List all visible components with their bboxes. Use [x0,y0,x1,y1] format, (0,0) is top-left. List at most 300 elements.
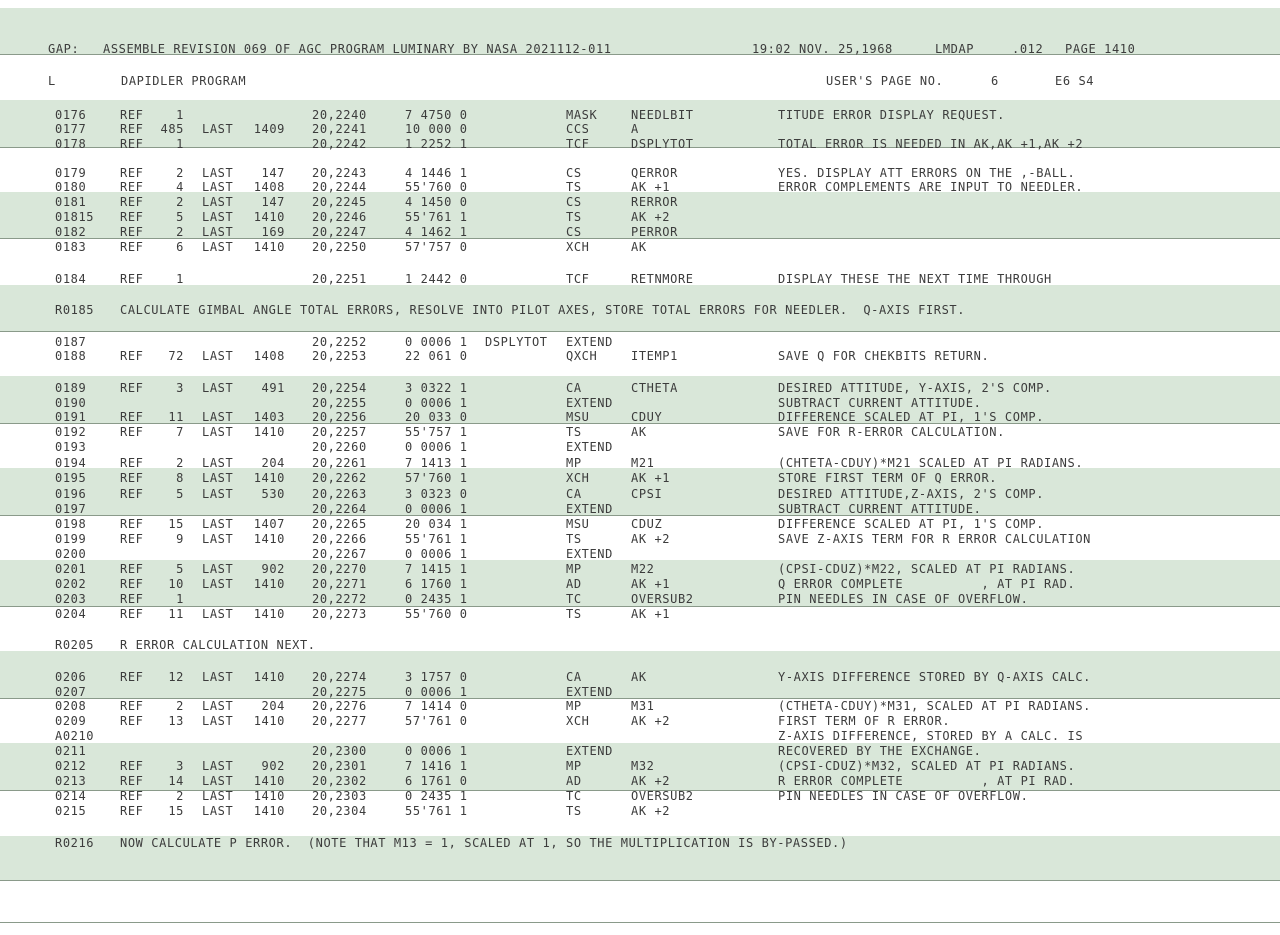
last-label: LAST [202,166,234,180]
line-number: 0201 [55,562,87,576]
line-number: 0191 [55,410,87,424]
opcode: CA [566,487,582,501]
address: 20,2251 [312,272,367,286]
address: 20,2262 [312,471,367,485]
last-label: LAST [202,607,234,621]
operand: CDUY [631,410,663,424]
opcode: CS [566,195,582,209]
listing-row [0,744,1280,758]
operand: A [631,122,639,136]
line-number: 0213 [55,774,87,788]
operand: AK +1 [631,180,671,194]
section-marker: L [48,74,56,88]
listing-row [0,122,1280,136]
ref-count: 1 [176,592,184,606]
ref-label: REF [120,517,144,531]
ref-count: 8 [176,471,184,485]
rule-9 [0,880,1280,881]
listing-row [0,532,1280,546]
address: 20,2272 [312,592,367,606]
opcode: TC [566,592,582,606]
listing-row [0,804,1280,818]
operand: AK +1 [631,577,671,591]
last-page: 1410 [253,577,285,591]
line-number: A0210 [55,729,95,743]
operand: OVERSUB2 [631,789,694,803]
comment: Y-AXIS DIFFERENCE STORED BY Q-AXIS CALC. [778,670,1091,684]
listing-row [0,180,1280,194]
address: 20,2242 [312,137,367,151]
ref-count: 2 [176,195,184,209]
comment: DISPLAY THESE THE NEXT TIME THROUGH [778,272,1052,286]
octal-word: 0 0006 1 [405,685,468,699]
comment: (CTHETA-CDUY)*M31, SCALED AT PI RADIANS. [778,699,1091,713]
octal-word: 0 0006 1 [405,547,468,561]
octal-word: 7 1414 0 [405,699,468,713]
last-page: 1407 [253,517,285,531]
opcode: CS [566,225,582,239]
ref-label: REF [120,487,144,501]
ref-label: REF [120,349,144,363]
line-number: 0203 [55,592,87,606]
octal-word: 55'760 0 [405,180,468,194]
ref-count: 485 [160,122,184,136]
opcode: MSU [566,517,590,531]
address: 20,2250 [312,240,367,254]
subheader-line [0,74,1280,88]
last-label: LAST [202,381,234,395]
ref-label: REF [120,592,144,606]
bottom-rule [0,922,1280,923]
octal-word: 0 0006 1 [405,335,468,349]
comment: SAVE Z-AXIS TERM FOR R ERROR CALCULATION [778,532,1091,546]
octal-word: 20 033 0 [405,410,468,424]
address: 20,2277 [312,714,367,728]
address: 20,2300 [312,744,367,758]
ref-count: 1 [176,137,184,151]
operand: M32 [631,759,655,773]
address: 20,2265 [312,517,367,531]
opcode: QXCH [566,349,598,363]
ref-label: REF [120,410,144,424]
ref-count: 15 [168,804,184,818]
listing-row [0,381,1280,395]
listing-row [0,108,1280,122]
listing-row [0,562,1280,576]
operand: AK +1 [631,471,671,485]
line-number: 0179 [55,166,87,180]
rule-3 [0,331,1280,332]
operand: AK [631,425,647,439]
last-label: LAST [202,532,234,546]
ref-count: 3 [176,759,184,773]
line-number: 0183 [55,240,87,254]
opcode: TS [566,607,582,621]
operand: M21 [631,456,655,470]
operand: AK +2 [631,804,671,818]
octal-word: 4 1450 0 [405,195,468,209]
ref-count: 10 [168,577,184,591]
comment: SUBTRACT CURRENT ATTITUDE. [778,396,982,410]
comment: TOTAL ERROR IS NEEDED IN AK,AK +1,AK +2 [778,137,1084,151]
listing-row [0,729,1280,743]
opcode: XCH [566,240,590,254]
opcode: EXTEND [566,685,613,699]
line-number: 0193 [55,440,87,454]
octal-word: 55'757 1 [405,425,468,439]
listing-row [0,349,1280,363]
last-page: 1410 [253,425,285,439]
comment: PIN NEEDLES IN CASE OF OVERFLOW. [778,789,1029,803]
opcode: EXTEND [566,440,613,454]
octal-word: 55'761 1 [405,532,468,546]
ref-label: REF [120,804,144,818]
octal-word: 3 0323 0 [405,487,468,501]
operand: AK [631,670,647,684]
listing-row [0,577,1280,591]
listing-row [0,166,1280,180]
ref-label: REF [120,122,144,136]
ref-count: 15 [168,517,184,531]
ref-count: 11 [168,410,184,424]
listing-row [0,335,1280,349]
last-page: 1403 [253,410,285,424]
last-label: LAST [202,240,234,254]
source-reference: E6 S4 [1055,74,1095,88]
octal-word: 57'757 0 [405,240,468,254]
line-number: 0195 [55,471,87,485]
listing-row [0,592,1280,606]
ref-count: 4 [176,180,184,194]
address: 20,2260 [312,440,367,454]
ref-count: 3 [176,381,184,395]
last-page: 1408 [253,349,285,363]
line-number: 0202 [55,577,87,591]
last-label: LAST [202,699,234,713]
last-page: 1410 [253,670,285,684]
ref-count: 2 [176,789,184,803]
comment: ERROR COMPLEMENTS ARE INPUT TO NEEDLER. [778,180,1084,194]
ref-count: 13 [168,714,184,728]
last-page: 1410 [253,804,285,818]
ref-label: REF [120,699,144,713]
last-page: 1410 [253,607,285,621]
ref-count: 9 [176,532,184,546]
last-page: 1410 [253,774,285,788]
opcode: AD [566,774,582,788]
listing-row [0,699,1280,713]
octal-word: 1 2252 1 [405,137,468,151]
ref-label: REF [120,774,144,788]
listing-row [0,440,1280,454]
octal-word: 3 0322 1 [405,381,468,395]
operand: AK +1 [631,607,671,621]
opcode: CCS [566,122,590,136]
octal-word: 7 4750 0 [405,108,468,122]
opcode: EXTEND [566,396,613,410]
opcode: TS [566,210,582,224]
line-number: R0185 [55,303,95,317]
comment: (CHTETA-CDUY)*M21 SCALED AT PI RADIANS. [778,456,1084,470]
octal-word: 57'760 1 [405,471,468,485]
ref-label: REF [120,577,144,591]
comment: (CPSI-CDUZ)*M32, SCALED AT PI RADIANS. [778,759,1076,773]
comment: DESIRED ATTITUDE, Y-AXIS, 2'S COMP. [778,381,1052,395]
octal-word: 10 000 0 [405,122,468,136]
listing-row [0,685,1280,699]
ref-label: REF [120,759,144,773]
comment: SAVE FOR R-ERROR CALCULATION. [778,425,1005,439]
listing-row [0,471,1280,485]
last-label: LAST [202,456,234,470]
comment: SUBTRACT CURRENT ATTITUDE. [778,502,982,516]
ref-label: REF [120,381,144,395]
ref-label: REF [120,789,144,803]
last-page: 1410 [253,471,285,485]
address: 20,2273 [312,607,367,621]
address: 20,2264 [312,502,367,516]
octal-word: 1 2442 0 [405,272,468,286]
opcode: TS [566,532,582,546]
last-page: 147 [261,166,285,180]
listing-row [0,517,1280,531]
octal-word: 0 2435 1 [405,592,468,606]
ref-label: REF [120,225,144,239]
remark-text: CALCULATE GIMBAL ANGLE TOTAL ERRORS, RESOLVE INTO PILOT AXES, STORE TOTAL ERRORS FOR NEEDLER. Q-AXIS FIRST. [120,303,966,317]
opcode: TCF [566,137,590,151]
address: 20,2270 [312,562,367,576]
assembly-title: ASSEMBLE REVISION 069 OF AGC PROGRAM LUMINARY BY NASA 2021112-011 [103,42,612,56]
address: 20,2252 [312,335,367,349]
listing-row [0,547,1280,561]
opcode: MP [566,456,582,470]
last-label: LAST [202,714,234,728]
last-page: 1409 [253,122,285,136]
line-number: 0198 [55,517,87,531]
line-number: 0189 [55,381,87,395]
operand: M22 [631,562,655,576]
address: 20,2246 [312,210,367,224]
listing-row [0,425,1280,439]
listing-row [0,195,1280,209]
address: 20,2256 [312,410,367,424]
last-page: 204 [261,699,285,713]
ref-count: 7 [176,425,184,439]
listing-row [0,714,1280,728]
octal-word: 57'761 0 [405,714,468,728]
listing-row [0,456,1280,470]
comment: (CPSI-CDUZ)*M22, SCALED AT PI RADIANS. [778,562,1076,576]
ref-count: 72 [168,349,184,363]
comment: DIFFERENCE SCALED AT PI, 1'S COMP. [778,410,1045,424]
address: 20,2266 [312,532,367,546]
last-label: LAST [202,225,234,239]
operand: ITEMP1 [631,349,678,363]
opcode: TS [566,425,582,439]
address: 20,2304 [312,804,367,818]
ref-label: REF [120,425,144,439]
line-number: 0181 [55,195,87,209]
line-number: 0176 [55,108,87,122]
lmdap-label: LMDAP [935,42,975,56]
opcode: MSU [566,410,590,424]
last-label: LAST [202,425,234,439]
line-number: R0216 [55,836,95,850]
listing-row [0,272,1280,286]
line-number: 0187 [55,335,87,349]
ref-count: 11 [168,607,184,621]
last-page: 1408 [253,180,285,194]
line-number: 0192 [55,425,87,439]
ref-label: REF [120,166,144,180]
opcode: MP [566,562,582,576]
remark-text: NOW CALCULATE P ERROR. (NOTE THAT M13 = 1, SCALED AT 1, SO THE MULTIPLICATION IS BY-PASSED.) [120,836,848,850]
users-page-number: 6 [991,74,999,88]
line-number: 0190 [55,396,87,410]
opcode: EXTEND [566,547,613,561]
operand: CPSI [631,487,663,501]
comment: TITUDE ERROR DISPLAY REQUEST. [778,108,1005,122]
line-number: 0199 [55,532,87,546]
address: 20,2275 [312,685,367,699]
last-page: 902 [261,759,285,773]
last-label: LAST [202,789,234,803]
address: 20,2274 [312,670,367,684]
comment: YES. DISPLAY ATT ERRORS ON THE ,-BALL. [778,166,1076,180]
comment: Z-AXIS DIFFERENCE, STORED BY A CALC. IS [778,729,1084,743]
last-page: 204 [261,456,285,470]
line-number: 01815 [55,210,95,224]
ref-count: 1 [176,108,184,122]
operand: DSPLYTOT [631,137,694,151]
line-number: 0212 [55,759,87,773]
ref-label: REF [120,670,144,684]
operand: RETNMORE [631,272,694,286]
opcode: MP [566,699,582,713]
remark-text: R ERROR CALCULATION NEXT. [120,638,316,652]
address: 20,2254 [312,381,367,395]
line-number: 0184 [55,272,87,286]
listing-row [0,137,1280,151]
operand: QERROR [631,166,678,180]
listing-row [0,670,1280,684]
last-page: 169 [261,225,285,239]
ref-label: REF [120,456,144,470]
line-number: 0209 [55,714,87,728]
ref-label: REF [120,532,144,546]
operand: PERROR [631,225,678,239]
address: 20,2243 [312,166,367,180]
opcode: TC [566,789,582,803]
datetime: 19:02 NOV. 25,1968 [752,42,893,56]
ref-label: REF [120,180,144,194]
listing-row [0,759,1280,773]
comment: PIN NEEDLES IN CASE OF OVERFLOW. [778,592,1029,606]
address: 20,2261 [312,456,367,470]
operand: AK +2 [631,714,671,728]
opcode: EXTEND [566,335,613,349]
line-number: 0182 [55,225,87,239]
last-label: LAST [202,195,234,209]
last-page: 1410 [253,789,285,803]
octal-word: 55'760 0 [405,607,468,621]
last-label: LAST [202,180,234,194]
address: 20,2245 [312,195,367,209]
ref-count: 5 [176,562,184,576]
operand: NEEDLBIT [631,108,694,122]
listing-row [0,303,1280,317]
ref-label: REF [120,562,144,576]
last-label: LAST [202,349,234,363]
last-label: LAST [202,759,234,773]
listing-row [0,607,1280,621]
listing-row [0,789,1280,803]
address: 20,2263 [312,487,367,501]
comment: DIFFERENCE SCALED AT PI, 1'S COMP. [778,517,1045,531]
comment: DESIRED ATTITUDE,Z-AXIS, 2'S COMP. [778,487,1045,501]
line-number: 0178 [55,137,87,151]
line-number: 0194 [55,456,87,470]
octal-word: 6 1760 1 [405,577,468,591]
ref-count: 6 [176,240,184,254]
code-label: .012 [1012,42,1044,56]
line-number: 0180 [55,180,87,194]
listing-row [0,396,1280,410]
octal-word: 0 0006 1 [405,396,468,410]
last-label: LAST [202,487,234,501]
line-number: 0211 [55,744,87,758]
line-number: 0196 [55,487,87,501]
operand: AK [631,240,647,254]
ref-count: 2 [176,225,184,239]
comment: Q ERROR COMPLETE , AT PI RAD. [778,577,1076,591]
ref-label: REF [120,108,144,122]
address: 20,2255 [312,396,367,410]
listing-row [0,225,1280,239]
octal-word: 6 1761 0 [405,774,468,788]
ref-label: REF [120,272,144,286]
octal-word: 0 0006 1 [405,502,468,516]
line-number: R0205 [55,638,95,652]
listing-row [0,210,1280,224]
header-line [0,42,1280,56]
line-number: 0215 [55,804,87,818]
opcode: CA [566,670,582,684]
operand: AK +2 [631,210,671,224]
comment: R ERROR COMPLETE , AT PI RAD. [778,774,1076,788]
line-number: 0197 [55,502,87,516]
octal-word: 0 0006 1 [405,440,468,454]
listing-row [0,836,1280,850]
address: 20,2271 [312,577,367,591]
page-number: PAGE 1410 [1065,42,1136,56]
octal-word: 20 034 1 [405,517,468,531]
opcode: TS [566,180,582,194]
address: 20,2253 [312,349,367,363]
line-number: 0177 [55,122,87,136]
last-page: 1410 [253,532,285,546]
line-number: 0204 [55,607,87,621]
listing-row [0,502,1280,516]
line-number: 0207 [55,685,87,699]
ref-count: 5 [176,487,184,501]
operand: M31 [631,699,655,713]
last-label: LAST [202,670,234,684]
listing-row [0,487,1280,501]
last-page: 147 [261,195,285,209]
listing-row [0,410,1280,424]
ref-count: 2 [176,456,184,470]
